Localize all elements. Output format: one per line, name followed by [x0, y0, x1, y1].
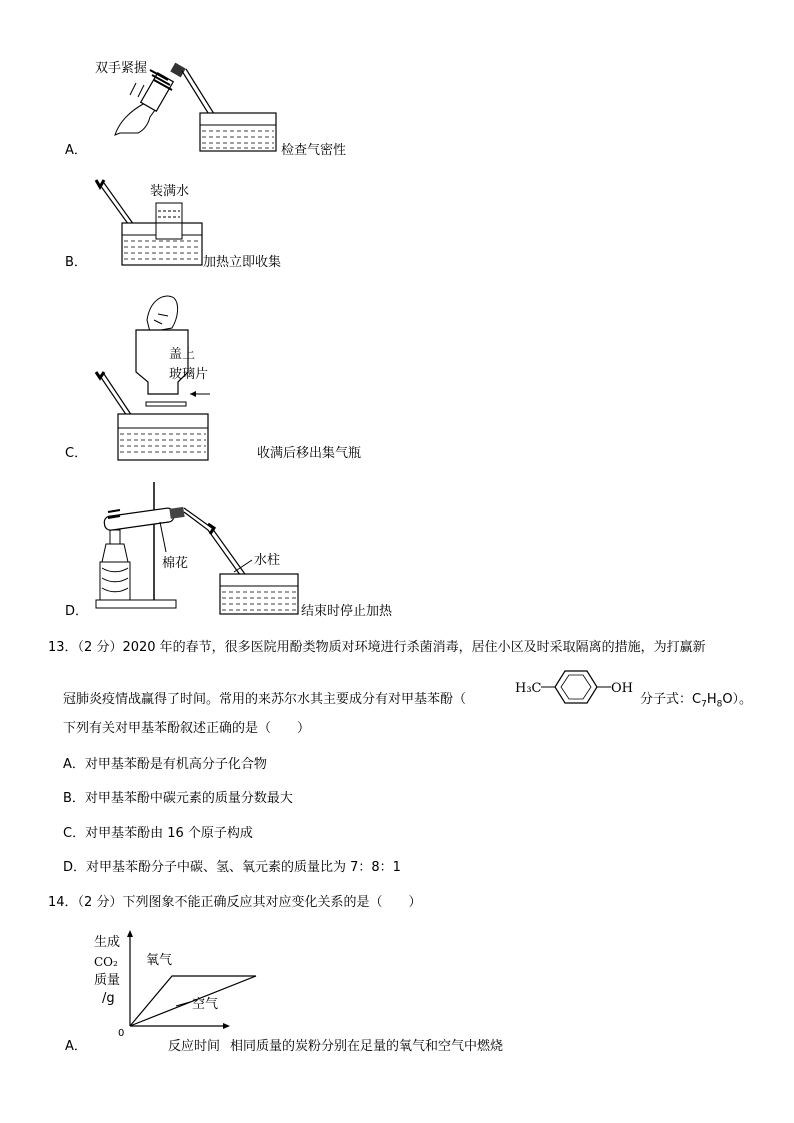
formula-suffix: O）。 [722, 692, 753, 707]
y-axis-arrow [127, 930, 133, 937]
cover-label-2: 玻璃片 [169, 367, 209, 382]
molecular-formula [640, 692, 752, 713]
formula-c-subscript: 7 [701, 699, 707, 710]
y-axis-label-3: 质量 [94, 973, 121, 988]
p-cresol-structure [515, 668, 637, 708]
option-letter: D． [65, 604, 89, 619]
series-label-air: 空气 [192, 997, 219, 1012]
option-a-caption: 相同质量的炭粉分别在足量的氧气和空气中燃烧 [230, 1039, 504, 1054]
q14-stem: 14．（2 分）下列图象不能正确反应其对应变化关系的是（ ） [48, 895, 422, 910]
water-column-label: 水柱 [254, 553, 281, 568]
q13-option-a: A．对甲基苯酚是有机高分子化合物 [63, 757, 267, 772]
heating-apparatus-figure [90, 478, 310, 618]
option-a-caption: 检查气密性 [281, 143, 347, 158]
option-d-caption: 结束时停止加热 [301, 604, 393, 619]
y-axis-label-4: /g [102, 991, 115, 1006]
remove-bottle-figure [92, 290, 242, 465]
q13-option-b: B．对甲基苯酚中碳元素的质量分数最大 [63, 791, 293, 806]
formula-h-subscript: 8 [716, 699, 723, 710]
series-label-oxygen: 氧气 [146, 953, 173, 968]
q13-option-c: C．对甲基苯酚由 16 个原子构成 [63, 826, 253, 841]
q13-stem-line3: 下列有关对甲基苯酚叙述正确的是（ ） [63, 721, 311, 736]
option-letter: C． [65, 446, 88, 461]
x-axis-arrow [223, 1023, 230, 1029]
cotton-label: 棉花 [162, 556, 189, 571]
q13-option-d: D．对甲基苯酚分子中碳、氢、氧元素的质量比为 7：8：1 [63, 860, 401, 875]
option-c-caption: 收满后移出集气瓶 [257, 446, 362, 461]
hydroxyl-group: OH [611, 681, 633, 696]
q13-stem-line2: 冠肺炎疫情战赢得了时间。常用的来苏尔水其主要成分有对甲基苯酚（ [63, 692, 467, 707]
cover-label-1: 盖上 [169, 347, 196, 362]
co2-mass-chart [88, 928, 238, 1054]
option-letter: B． [65, 255, 87, 270]
origin-label: 0 [118, 1028, 125, 1039]
q13-stem-line1: 13．（2 分）2020 年的春节，很多医院用酚类物质对环境进行杀菌消毒，居住小区及时采取隔离的措施，为打赢新 [48, 640, 706, 655]
hand-label: 双手紧握 [95, 61, 148, 76]
y-axis-label-1: 生成 [94, 935, 121, 950]
y-axis-label-2: CO₂ [94, 955, 118, 969]
methyl-group: H₃C [515, 681, 542, 696]
water-collection-figure [92, 175, 212, 270]
formula-prefix: 分子式：C [640, 692, 702, 707]
formula-h: H [706, 692, 717, 707]
option-letter: A． [65, 1039, 87, 1054]
option-b-caption: 加热立即收集 [203, 255, 282, 270]
x-axis-label: 反应时间 [168, 1039, 221, 1054]
bottle-label: 装满水 [150, 184, 190, 199]
option-letter: A． [65, 143, 87, 158]
airtightness-check-figure [90, 55, 290, 160]
